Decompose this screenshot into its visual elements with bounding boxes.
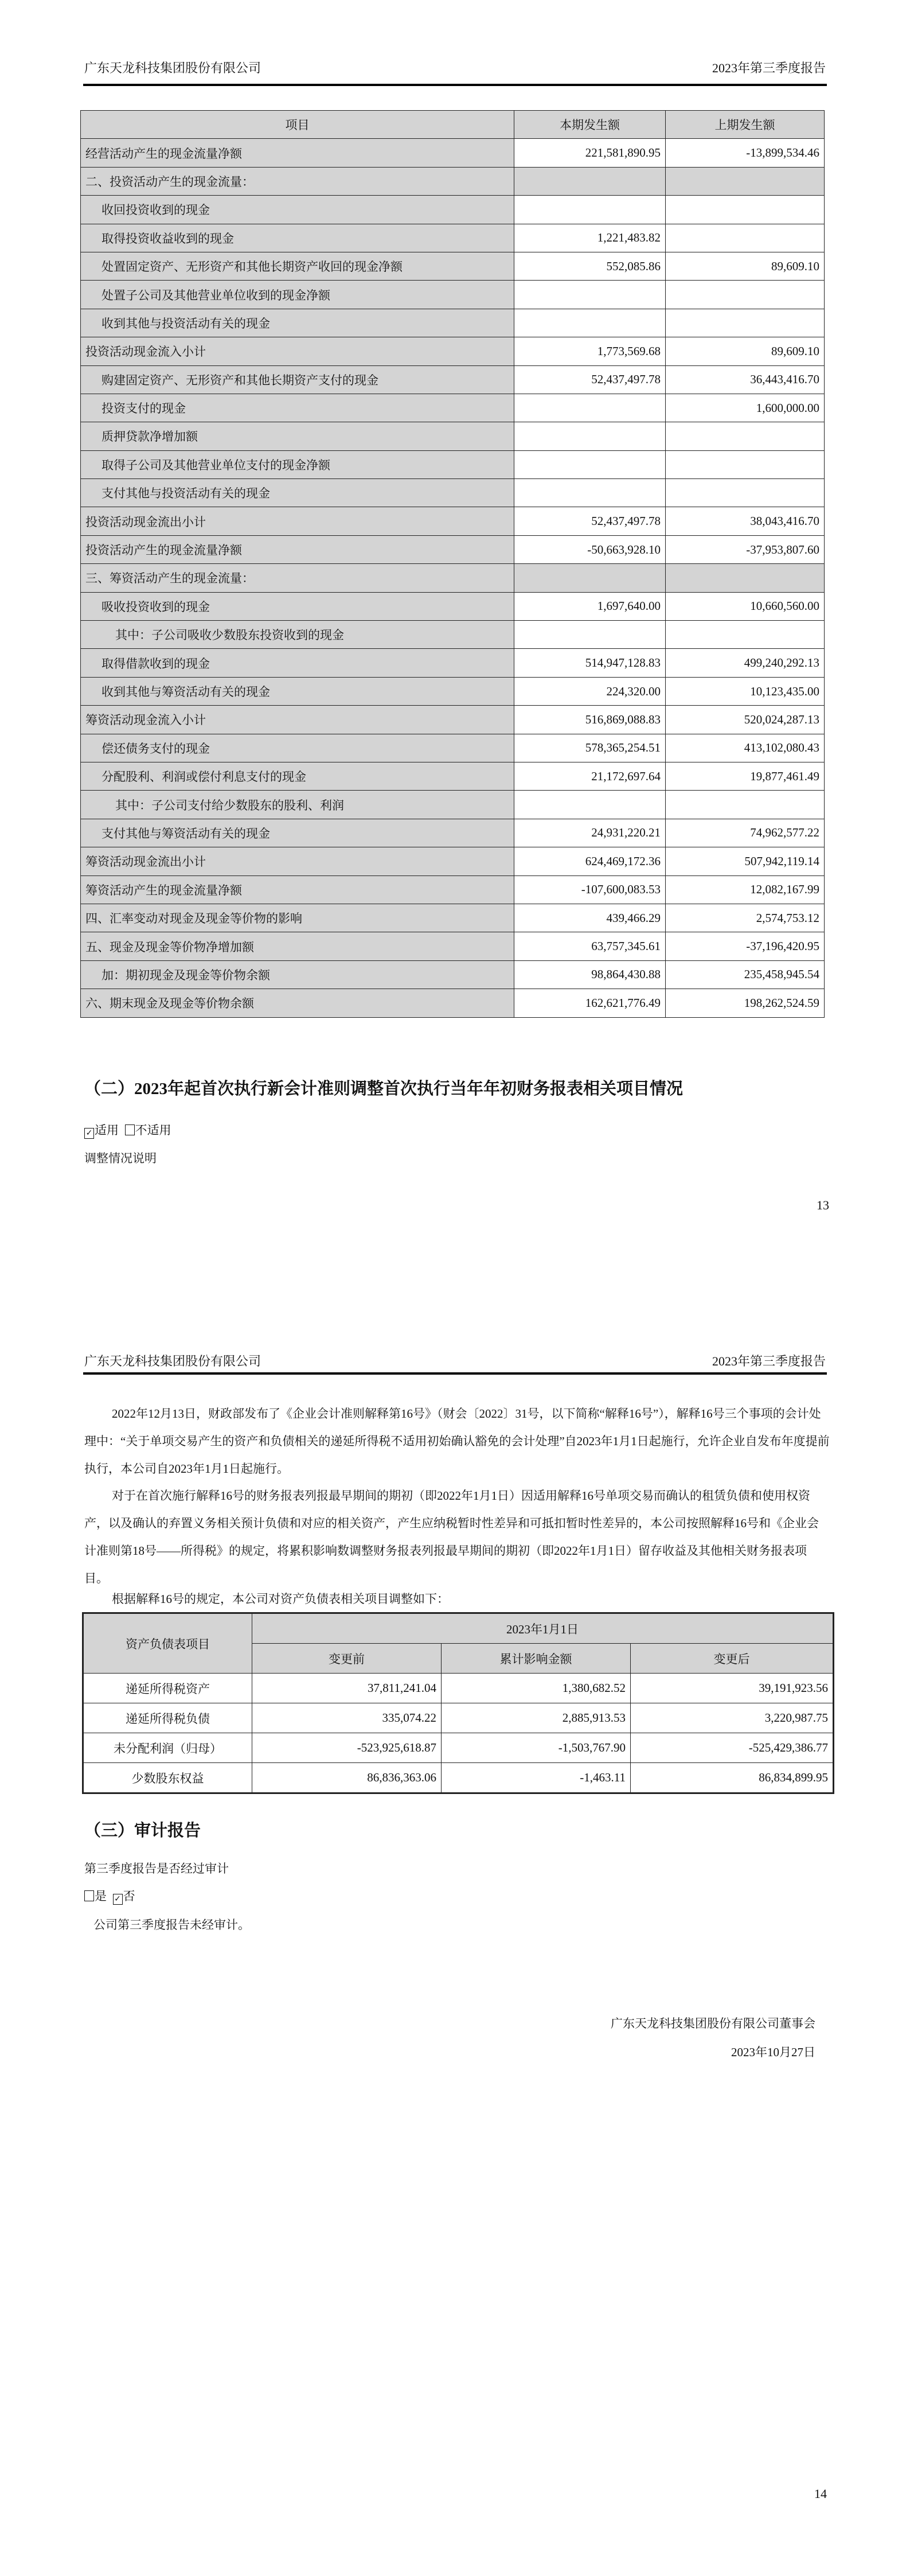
cashflow-prior-value: 19,877,461.49 <box>666 762 825 790</box>
cashflow-item-label: 取得子公司及其他营业单位支付的现金净额 <box>81 450 514 478</box>
adjustment-impact-value: 2,885,913.53 <box>442 1703 631 1733</box>
cashflow-item-label: 投资活动现金流出小计 <box>81 507 514 535</box>
cashflow-row <box>81 224 825 252</box>
cashflow-current-value: 221,581,890.95 <box>514 139 666 167</box>
cashflow-prior-value <box>666 224 825 252</box>
cashflow-item-label: 质押贷款净增加额 <box>81 422 514 450</box>
cashflow-item-label: 六、期末现金及现金等价物余额 <box>81 989 514 1017</box>
cashflow-prior-value: 74,962,577.22 <box>666 819 825 847</box>
cashflow-item-label: 加：期初现金及现金等价物余额 <box>81 960 514 989</box>
column-header-item: 项目 <box>81 111 514 139</box>
adjustment-impact-value: -1,463.11 <box>442 1763 631 1793</box>
cashflow-row <box>81 592 825 620</box>
cashflow-current-value: 514,947,128.83 <box>514 649 666 677</box>
audit-no-label: 否 <box>123 1889 135 1903</box>
cashflow-prior-value <box>666 196 825 224</box>
cashflow-row <box>81 394 825 422</box>
cashflow-current-value: 52,437,497.78 <box>514 365 666 394</box>
cashflow-row <box>81 904 825 932</box>
section3-title: （三）审计报告 <box>84 1822 201 1840</box>
cashflow-current-value <box>514 450 666 478</box>
cashflow-item-label: 收到其他与筹资活动有关的现金 <box>81 677 514 705</box>
adjustment-item-label: 未分配利润（归母） <box>83 1733 252 1763</box>
cashflow-prior-value: -37,953,807.60 <box>666 535 825 563</box>
cashflow-item-label: 取得借款收到的现金 <box>81 649 514 677</box>
section2-options <box>84 1123 171 1139</box>
cashflow-header-row <box>81 111 825 139</box>
cashflow-item-label: 五、现金及现金等价物净增加额 <box>81 932 514 960</box>
adjustment-row <box>83 1733 834 1763</box>
adjustment-header-row-1 <box>83 1613 834 1644</box>
cashflow-item-label: 投资活动产生的现金流量净额 <box>81 535 514 563</box>
cashflow-current-value: 439,466.29 <box>514 904 666 932</box>
signature-date: 2023年10月27日 <box>731 2045 815 2059</box>
page13-header-report: 2023年第三季度报告 <box>712 61 826 75</box>
cashflow-item-label: 处置固定资产、无形资产和其他长期资产收回的现金净额 <box>81 252 514 280</box>
cashflow-row <box>81 819 825 847</box>
cashflow-prior-value: -13,899,534.46 <box>666 139 825 167</box>
cashflow-item-label: 支付其他与筹资活动有关的现金 <box>81 819 514 847</box>
cashflow-item-label: 购建固定资产、无形资产和其他长期资产支付的现金 <box>81 365 514 394</box>
cashflow-prior-value: 1,600,000.00 <box>666 394 825 422</box>
cashflow-current-value <box>514 167 666 195</box>
cashflow-current-value: 578,365,254.51 <box>514 734 666 762</box>
cashflow-row <box>81 422 825 450</box>
cashflow-row <box>81 139 825 167</box>
cashflow-item-label: 筹资活动现金流出小计 <box>81 847 514 875</box>
cashflow-prior-value <box>666 309 825 337</box>
cashflow-row <box>81 535 825 563</box>
cashflow-current-value <box>514 621 666 649</box>
cashflow-current-value: 224,320.00 <box>514 677 666 705</box>
cashflow-row <box>81 252 825 280</box>
cashflow-current-value <box>514 394 666 422</box>
adjustment-item-label: 递延所得税资产 <box>83 1674 252 1703</box>
cashflow-current-value: 21,172,697.64 <box>514 762 666 790</box>
cashflow-row <box>81 564 825 592</box>
cashflow-current-value <box>514 281 666 309</box>
cashflow-current-value <box>514 196 666 224</box>
adjustment-after-value: 86,834,899.95 <box>631 1763 834 1793</box>
cashflow-item-label: 三、筹资活动产生的现金流量： <box>81 564 514 592</box>
cashflow-current-value: 98,864,430.88 <box>514 960 666 989</box>
cashflow-prior-value: 235,458,945.54 <box>666 960 825 989</box>
cashflow-row <box>81 762 825 790</box>
cashflow-prior-value: 10,660,560.00 <box>666 592 825 620</box>
page13-header-company: 广东天龙科技集团股份有限公司 <box>84 61 261 75</box>
cashflow-current-value: 162,621,776.49 <box>514 989 666 1017</box>
cashflow-current-value: -50,663,928.10 <box>514 535 666 563</box>
cashflow-prior-value <box>666 479 825 507</box>
cashflow-item-label: 处置子公司及其他营业单位收到的现金净额 <box>81 281 514 309</box>
cashflow-item-label: 吸收投资收到的现金 <box>81 592 514 620</box>
cashflow-current-value <box>514 791 666 819</box>
cashflow-item-label: 筹资活动产生的现金流量净额 <box>81 875 514 904</box>
cashflow-row <box>81 677 825 705</box>
cashflow-row <box>81 791 825 819</box>
cashflow-current-value: 624,469,172.36 <box>514 847 666 875</box>
adjustment-impact-value: 1,380,682.52 <box>442 1674 631 1703</box>
paragraph-interpretation16: 2022年12月13日，财政部发布了《企业会计准则解释第16号》（财会〔2022〕31号，以下简称“解释16号”），解释16号三个事项的会计处理中：“关于单项交易产生的资产和负债相关的递延所得税不适用初始确认豁免的会计处理”自2023年1月1日起施行，允许企业自发布年度提前执行，本公司自2023年1月1日起施行。 <box>84 1407 830 1476</box>
cashflow-current-value: 52,437,497.78 <box>514 507 666 535</box>
audit-options <box>84 1889 135 1905</box>
adjustment-before-value: 335,074.22 <box>252 1703 442 1733</box>
column-header-bs-item: 资产负债表项目 <box>83 1613 252 1674</box>
cashflow-item-label: 分配股利、利润或偿付利息支付的现金 <box>81 762 514 790</box>
adjustment-after-value: 3,220,987.75 <box>631 1703 834 1733</box>
cashflow-prior-value <box>666 281 825 309</box>
cashflow-row <box>81 196 825 224</box>
cashflow-prior-value <box>666 422 825 450</box>
cashflow-row <box>81 847 825 875</box>
cashflow-current-value: 1,221,483.82 <box>514 224 666 252</box>
cashflow-row <box>81 706 825 734</box>
audit-yes-checkbox[interactable] <box>84 1890 94 1901</box>
adjustment-after-value: 39,191,923.56 <box>631 1674 834 1703</box>
adjustment-item-label: 少数股东权益 <box>83 1763 252 1793</box>
section2-title: （二）2023年起首次执行新会计准则调整首次执行当年年初财务报表相关项目情况 <box>84 1080 684 1098</box>
adjustment-before-value: 86,836,363.06 <box>252 1763 442 1793</box>
cashflow-table <box>80 110 825 1018</box>
adjustment-note-label: 调整情况说明 <box>84 1151 157 1165</box>
cashflow-row <box>81 450 825 478</box>
cashflow-current-value: 516,869,088.83 <box>514 706 666 734</box>
cashflow-item-label: 收到其他与投资活动有关的现金 <box>81 309 514 337</box>
cashflow-row <box>81 932 825 960</box>
column-header-impact: 累计影响金额 <box>442 1644 631 1674</box>
adjustment-item-label: 递延所得税负债 <box>83 1703 252 1733</box>
cashflow-prior-value: 38,043,416.70 <box>666 507 825 535</box>
cashflow-item-label: 支付其他与投资活动有关的现金 <box>81 479 514 507</box>
adjustment-row <box>83 1674 834 1703</box>
cashflow-item-label: 其中：子公司吸收少数股东投资收到的现金 <box>81 621 514 649</box>
adjustment-row <box>83 1763 834 1793</box>
page14-header-company: 广东天龙科技集团股份有限公司 <box>84 1354 261 1368</box>
cashflow-current-value: 63,757,345.61 <box>514 932 666 960</box>
column-header-after: 变更后 <box>631 1644 834 1674</box>
cashflow-prior-value: 12,082,167.99 <box>666 875 825 904</box>
cashflow-row <box>81 365 825 394</box>
adjustment-table <box>82 1612 834 1794</box>
cashflow-item-label: 收回投资收到的现金 <box>81 196 514 224</box>
adjustment-before-value: -523,925,618.87 <box>252 1733 442 1763</box>
cashflow-current-value <box>514 309 666 337</box>
column-header-before: 变更前 <box>252 1644 442 1674</box>
adjustment-after-value: -525,429,386.77 <box>631 1733 834 1763</box>
cashflow-current-value <box>514 564 666 592</box>
adjustment-row <box>83 1703 834 1733</box>
cashflow-row <box>81 621 825 649</box>
cashflow-current-value: 24,931,220.21 <box>514 819 666 847</box>
cashflow-row <box>81 507 825 535</box>
cashflow-item-label: 二、投资活动产生的现金流量： <box>81 167 514 195</box>
cashflow-current-value: 552,085.86 <box>514 252 666 280</box>
cashflow-row <box>81 337 825 365</box>
cashflow-row <box>81 989 825 1017</box>
cashflow-prior-value: -37,196,420.95 <box>666 932 825 960</box>
audit-yes-label: 是 <box>95 1889 107 1903</box>
cashflow-item-label: 投资支付的现金 <box>81 394 514 422</box>
cashflow-prior-value: 89,609.10 <box>666 337 825 365</box>
cashflow-item-label: 偿还债务支付的现金 <box>81 734 514 762</box>
cashflow-prior-value: 2,574,753.12 <box>666 904 825 932</box>
page14-header-report: 2023年第三季度报告 <box>712 1354 826 1368</box>
page-number-14: 14 <box>814 2486 827 2501</box>
cashflow-row <box>81 309 825 337</box>
cashflow-current-value: 1,697,640.00 <box>514 592 666 620</box>
adjustment-impact-value: -1,503,767.90 <box>442 1733 631 1763</box>
column-header-date: 2023年1月1日 <box>252 1613 834 1644</box>
cashflow-current-value <box>514 479 666 507</box>
cashflow-prior-value <box>666 450 825 478</box>
page14-header-rule <box>83 1372 827 1375</box>
cashflow-prior-value: 89,609.10 <box>666 252 825 280</box>
column-header-prior: 上期发生额 <box>666 111 825 139</box>
not-applicable-checkbox[interactable] <box>125 1124 135 1135</box>
page-number-13: 13 <box>817 1198 829 1212</box>
adjustment-before-value: 37,811,241.04 <box>252 1674 442 1703</box>
cashflow-item-label: 其中：子公司支付给少数股东的股利、利润 <box>81 791 514 819</box>
cashflow-row <box>81 167 825 195</box>
cashflow-prior-value: 499,240,292.13 <box>666 649 825 677</box>
cashflow-row <box>81 960 825 989</box>
cashflow-prior-value: 198,262,524.59 <box>666 989 825 1017</box>
cashflow-row <box>81 734 825 762</box>
paragraph-first-application: 对于在首次施行解释16号的财务报表列报最早期间的期初（即2022年1月1日）因适用解释16号单项交易而确认的租赁负债和使用权资产，以及确认的弃置义务相关预计负债和对应的相关资产，产生应纳税暂时性差异和可抵扣暂时性差异的，本公司按照解释16号和《企业会计准则第18号——所得税》的规定，将累积影响数调整财务报表列报最早期间的期初（即2022年1月1日）留存收益及其他相关财务报表项目。 <box>84 1489 819 1585</box>
not-applicable-label: 不适用 <box>135 1123 171 1137</box>
applicable-label: 适用 <box>95 1123 119 1137</box>
cashflow-current-value: 1,773,569.68 <box>514 337 666 365</box>
cashflow-prior-value <box>666 564 825 592</box>
signature-board: 广东天龙科技集团股份有限公司董事会 <box>611 2017 815 2030</box>
cashflow-current-value: -107,600,083.53 <box>514 875 666 904</box>
cashflow-row <box>81 649 825 677</box>
cashflow-prior-value: 413,102,080.43 <box>666 734 825 762</box>
applicable-checkbox[interactable]: ✓ <box>84 1128 94 1139</box>
audit-question: 第三季度报告是否经过审计 <box>84 1862 229 1875</box>
cashflow-prior-value: 10,123,435.00 <box>666 677 825 705</box>
cashflow-item-label: 投资活动现金流入小计 <box>81 337 514 365</box>
cashflow-row <box>81 875 825 904</box>
audit-no-checkbox[interactable]: ✓ <box>113 1894 123 1905</box>
cashflow-item-label: 经营活动产生的现金流量净额 <box>81 139 514 167</box>
column-header-current: 本期发生额 <box>514 111 666 139</box>
cashflow-item-label: 筹资活动现金流入小计 <box>81 706 514 734</box>
cashflow-row <box>81 281 825 309</box>
cashflow-current-value <box>514 422 666 450</box>
page13-header-rule <box>83 84 827 86</box>
paragraph-adjustment-intro: 根据解释16号的规定，本公司对资产负债表相关项目调整如下： <box>112 1592 449 1606</box>
cashflow-prior-value: 520,024,287.13 <box>666 706 825 734</box>
cashflow-prior-value <box>666 791 825 819</box>
cashflow-row <box>81 479 825 507</box>
cashflow-prior-value <box>666 167 825 195</box>
cashflow-item-label: 四、汇率变动对现金及现金等价物的影响 <box>81 904 514 932</box>
audit-statement: 公司第三季度报告未经审计。 <box>93 1918 250 1932</box>
cashflow-prior-value: 507,942,119.14 <box>666 847 825 875</box>
cashflow-item-label: 取得投资收益收到的现金 <box>81 224 514 252</box>
cashflow-prior-value: 36,443,416.70 <box>666 365 825 394</box>
cashflow-prior-value <box>666 621 825 649</box>
